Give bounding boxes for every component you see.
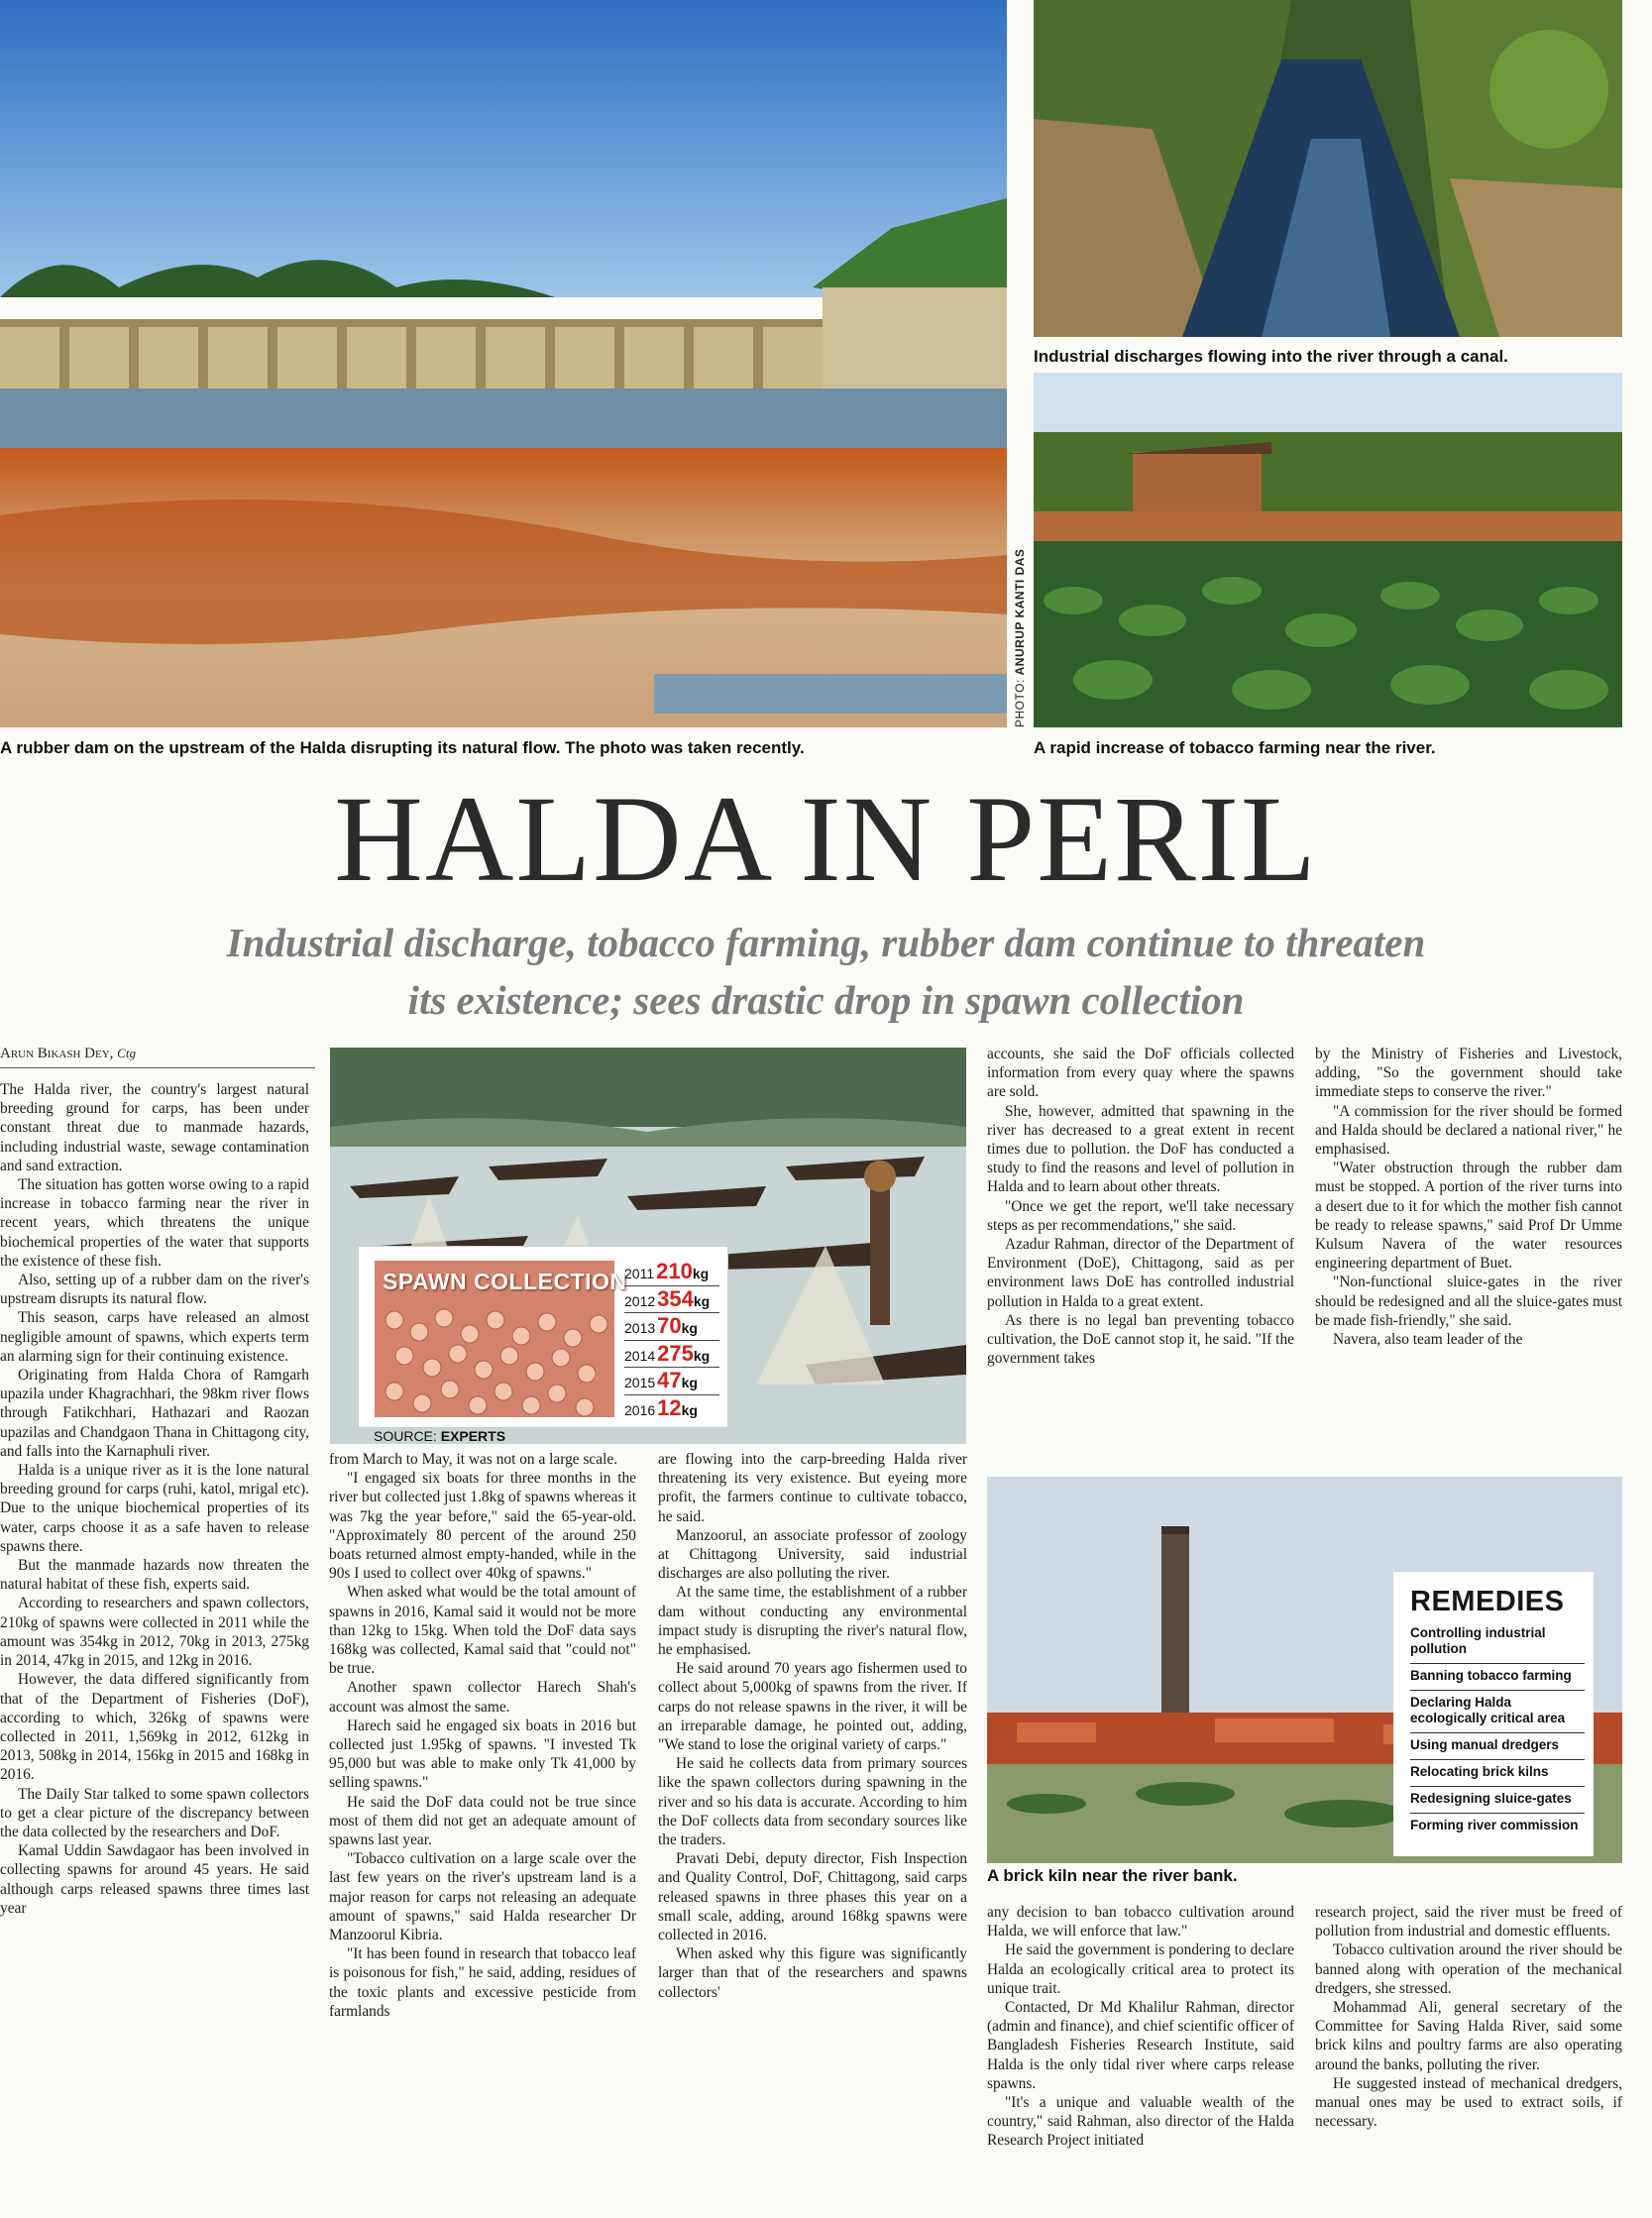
- spawn-value: 275: [657, 1340, 694, 1366]
- paragraph: He said he collects data from primary sources like the spawn collectors during spawning in the river and so his data is accurate. According to him the DoF collects data from secondary sources like the traders.: [658, 1755, 967, 1849]
- article-column-4-top: [987, 1045, 1294, 1471]
- paragraph: "Once we get the report, we'll take necessary steps as per recommendations," she said.: [987, 1197, 1294, 1234]
- remedy-item: Redesigning sluice-gates: [1410, 1787, 1585, 1814]
- remedies-infobox: [1393, 1572, 1594, 1856]
- spawn-year: 2012: [624, 1292, 656, 1309]
- spawn-unit: kg: [693, 1347, 711, 1364]
- spawn-row: [624, 1313, 719, 1341]
- remedies-title: REMEDIES: [1410, 1586, 1565, 1617]
- source-label: SOURCE:: [374, 1428, 441, 1444]
- paragraph: This season, carps have released an almost negligible amount of spawns, which experts term an alarming sign for their continuing existence.: [0, 1309, 309, 1365]
- deck: [40, 914, 1612, 1029]
- headline: HALDA IN PERIL: [334, 771, 1318, 907]
- spawn-row: [624, 1286, 719, 1314]
- article-column-4-bottom: [987, 1903, 1294, 2212]
- paragraph: from March to May, it was not on a large scale.: [329, 1451, 618, 1468]
- paragraph: Harech said he engaged six boats in 2016 but collected just 1.95kg of spawns. "I invested Tk 95,000 but was able to make only Tk 41,000 by selling spawns.": [329, 1717, 636, 1792]
- spawn-unit: kg: [693, 1292, 711, 1309]
- article-column-3: [658, 1450, 967, 2213]
- paragraph: He suggested instead of mechanical dredgers, manual ones may be used to extract soils, if necessary.: [1315, 2074, 1622, 2131]
- spawn-unit: kg: [692, 1266, 710, 1281]
- paragraph: Originating from Halda Chora of Ramgarh upazila under Khagrachhari, the 98km river flows through Fatikchhari, Hathazari and Raozan upazilas and Chandgaon Thana in Chittagong city, and falls into the Karnaphuli river.: [0, 1367, 309, 1460]
- paragraph: He said the government is pondering to declare Halda an ecologically critical area to protect its unique trait.: [987, 1941, 1294, 1997]
- paragraph: "I engaged six boats for three months in the river but collected just 1.8kg of spawns whereas it was 7kg the year before," said the 65-year-old. "Approximately 80 percent of the around 250 boats returned almost empty-handed, while in the 90s I used to collect over 40kg of spawns.": [329, 1470, 636, 1583]
- paragraph: When asked what would be the total amount of spawns in 2016, Kamal said it would not be more than 12kg to 15kg. When told the DoF data says 168kg was collected, Kamal said that "could not" be true.: [329, 1584, 636, 1678]
- paragraph: He said around 70 years ago fishermen used to collect about 5,000kg of spawns from the river. If carps do not release spawns in the river, it will be an irreparable damage, he pointed out, adding, "We stand to lose the original variety of carps.": [658, 1660, 967, 1754]
- spawn-unit: kg: [681, 1320, 698, 1337]
- paragraph: When asked why this figure was significantly larger than that of the researchers and spawns collectors': [658, 1945, 967, 2001]
- paragraph: Also, setting up of a rubber dam on the river's upstream disrupts its natural flow.: [0, 1272, 309, 1308]
- spawn-row: [624, 1259, 719, 1286]
- deck-line-1: Industrial discharge, tobacco farming, rubber dam continue to threaten: [226, 920, 1426, 965]
- deck-line-2: its existence; sees drastic drop in spawn collection: [407, 977, 1245, 1023]
- source-value: EXPERTS: [440, 1428, 506, 1444]
- paragraph: "It has been found in research that tobacco leaf is poisonous for fish," he said, adding, residues of the toxic plants and excessive pesticide from farmlands: [329, 1945, 636, 2020]
- byline-place: Ctg: [117, 1046, 136, 1060]
- remedy-item: Declaring Halda ecologically critical area: [1410, 1691, 1585, 1733]
- remedies-list: [1410, 1621, 1585, 1839]
- paragraph: Kamal Uddin Sawdagaor has been involved in collecting spawns for around 45 years. He said although carps released spawns three times last year: [0, 1842, 309, 1917]
- spawn-year: 2011: [624, 1266, 655, 1281]
- paragraph: Contacted, Dr Md Khalilur Rahman, director (admin and finance), and chief scientific officer of Bangladesh Fisheries Research Institute, said Halda is the only tidal river where carps release spawns.: [987, 1999, 1294, 2092]
- canal-caption: Industrial discharges flowing into the river through a canal.: [1034, 347, 1508, 366]
- remedy-item: Forming river commission: [1410, 1818, 1579, 1832]
- article-column-5-top: [1315, 1045, 1622, 1471]
- rubber-dam-photo: [0, 0, 1007, 727]
- canal-photo: [1034, 0, 1622, 337]
- spawn-year: 2015: [624, 1375, 656, 1391]
- paragraph: accounts, she said the DoF officials collected information from every quay where the spawns are sold.: [987, 1046, 1294, 1101]
- spawn-value: 12: [657, 1394, 682, 1420]
- spawn-row: [624, 1395, 719, 1422]
- paragraph: But the manmade hazards now threaten the natural habitat of these fish, experts said.: [0, 1557, 309, 1594]
- paragraph: any decision to ban tobacco cultivation around Halda, we will enforce that law.": [987, 1904, 1294, 1941]
- spawn-source: [374, 1428, 505, 1444]
- paragraph: However, the data differed significantly from that of the Department of Fisheries (DoF), according to which, 326kg of spawns were collected in 2011, 1,569kg in 2012, 612kg in 2013, 508kg in 2014, 156kg in 2015 and 168kg in 2016.: [0, 1671, 309, 1784]
- paragraph: As there is no legal ban preventing tobacco cultivation, the DoE cannot stop it, he said. "If the government takes: [987, 1311, 1294, 1368]
- byline-rule: [0, 1067, 315, 1068]
- paragraph: "Non-functional sluice-gates in the river should be redesigned and all the sluice-gates must be made fish-friendly," she said.: [1315, 1274, 1622, 1329]
- paragraph: According to researchers and spawn collectors, 210kg of spawns were collected in 2011 while the amount was 354kg in 2012, 70kg in 2013, 275kg in 2014, 47kg in 2015, and 12kg in 2016.: [0, 1595, 309, 1670]
- dam-caption: A rubber dam on the upstream of the Halda disrupting its natural flow. The photo was taken recently.: [0, 738, 805, 757]
- photo-credit: PHOTO: ANURUP KANTI DAS: [1013, 548, 1027, 727]
- paragraph: Pravati Debi, deputy director, Fish Inspection and Quality Control, DoF, Chittagong, said carps released spawns in three phases this year on a small scale, adding, around 168kg spawns were collected in 2016.: [658, 1850, 967, 1944]
- paragraph: Navera, also team leader of the: [1333, 1331, 1523, 1349]
- spawn-unit: kg: [681, 1375, 698, 1391]
- spawn-value: 210: [656, 1259, 693, 1283]
- tobacco-photo: [1034, 373, 1622, 727]
- paragraph: "Water obstruction through the rubber dam must be stopped. A portion of the river turns into a desert due to it for which the mother fish cannot be ready to release spawns," said Prof Dr Umme Kulsum Navera of the water resources engineering department of Buet.: [1315, 1160, 1622, 1273]
- byline: [0, 1046, 136, 1062]
- paragraph: She, however, admitted that spawning in the river has decreased to a great extent in recent times due to pollution. the DoF has conducted a study to find the reasons and level of pollution in Halda and to learn about other threats.: [987, 1102, 1294, 1196]
- paragraph: Mohammad Ali, general secretary of the Committee for Saving Halda River, said some brick kilns and poultry farms are also operating around the banks, polluting the river.: [1315, 1999, 1622, 2073]
- article-column-1: [0, 1080, 309, 2210]
- paragraph: Manzoorul, an associate professor of zoology at Chittagong University, said industrial discharges are also polluting the river.: [658, 1526, 967, 1583]
- paragraph: Halda is a unique river as it is the lone natural breeding ground for carps (ruhi, katol, mrigal etc). Due to the unique biochemical properties of its water, carps choose it as a safe haven to release spawns there.: [0, 1462, 309, 1555]
- remedy-item: Relocating brick kilns: [1410, 1760, 1585, 1787]
- remedy-item: Banning tobacco farming: [1410, 1664, 1585, 1691]
- spawn-unit: kg: [681, 1401, 698, 1418]
- paragraph: "It's a unique and valuable wealth of the country," said Rahman, also director of the Halda Research Project initiated: [987, 2094, 1294, 2150]
- spawn-value: 70: [657, 1313, 682, 1339]
- remedy-item: Using manual dredgers: [1410, 1733, 1585, 1760]
- spawn-collection-title: SPAWN COLLECTION: [383, 1269, 627, 1294]
- paragraph: research project, said the river must be freed of pollution from industrial and domestic effluents.: [1315, 1904, 1622, 1941]
- paragraph: He said the DoF data could not be true since most of them did not get an adequate amount of spawns last year.: [329, 1793, 636, 1849]
- spawn-data-list: [624, 1259, 719, 1422]
- paragraph: The Halda river, the country's largest natural breeding ground for carps, has been under constant threat due to manmade hazards, including industrial waste, sewage contamination and sand extraction.: [0, 1081, 309, 1174]
- paragraph: Tobacco cultivation around the river should be banned along with operation of the mechanical dredgers, she stressed.: [1315, 1941, 1622, 1997]
- paragraph: At the same time, the establishment of a rubber dam without conducting any environmental impact study is disrupting the river's natural flow, he emphasised.: [658, 1584, 967, 1659]
- paragraph: The situation has gotten worse owing to a rapid increase in tobacco farming near the river in recent years, which threatens the unique biochemical properties of the water that supports the existence of these fish.: [0, 1176, 309, 1270]
- article-column-5-bottom: [1315, 1903, 1622, 2212]
- spawn-row: [624, 1341, 719, 1369]
- spawn-collection-infobox: [359, 1247, 727, 1427]
- tobacco-caption: A rapid increase of tobacco farming near the river.: [1034, 738, 1436, 757]
- paragraph: Azadur Rahman, director of the Department of Environment (DoE), Chittagong, said as per environment laws DoE has controlled industrial pollution in Halda to a great extent.: [987, 1236, 1294, 1310]
- spawn-value: 47: [657, 1368, 682, 1393]
- paragraph: by the Ministry of Fisheries and Livestock, adding, "So the government should take immediate steps to conserve the river.": [1315, 1046, 1622, 1101]
- kiln-caption: A brick kiln near the river bank.: [987, 1866, 1238, 1885]
- spawn-row: [624, 1368, 719, 1395]
- spawn-year: 2016: [624, 1401, 656, 1418]
- paragraph: The Daily Star talked to some spawn collectors to get a clear picture of the discrepancy between the data collected by the researchers and DoF.: [0, 1785, 309, 1840]
- spawn-year: 2014: [624, 1347, 656, 1364]
- article-column-2: [329, 1450, 636, 2213]
- paragraph: "Tobacco cultivation on a large scale over the last few years on the river's upstream land is a major reason for carps not releasing an adequate amount of spawns," said Halda researcher Dr Manzoorul Kibria.: [329, 1850, 636, 1944]
- spawn-value: 354: [657, 1285, 694, 1311]
- byline-name: Arun Bikash Dey,: [0, 1046, 114, 1061]
- spawn-year: 2013: [624, 1320, 656, 1337]
- paragraph: Another spawn collector Harech Shah's account was almost the same.: [329, 1679, 636, 1716]
- remedy-item: Controlling industrial pollution: [1410, 1621, 1585, 1664]
- paragraph: are flowing into the carp-breeding Halda river threatening its very existence. But eyeing more profit, the farmers continue to cultivate tobacco, he said.: [658, 1451, 967, 1525]
- paragraph: "A commission for the river should be formed and Halda should be declared a national river," he emphasised.: [1315, 1102, 1622, 1159]
